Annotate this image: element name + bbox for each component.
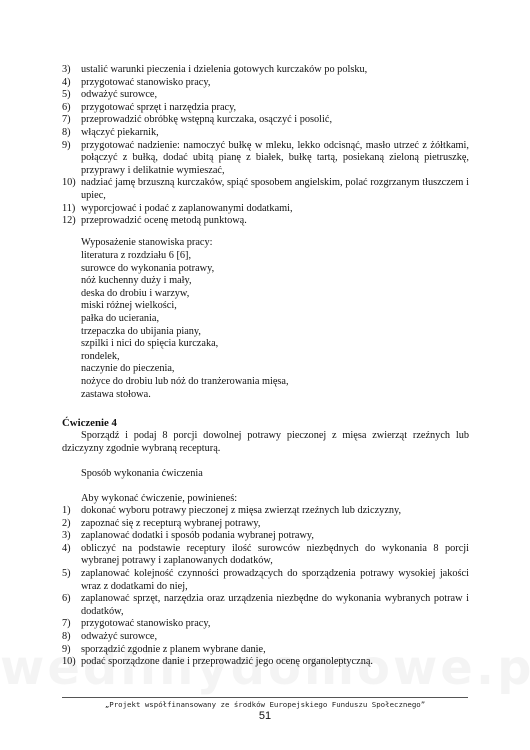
list-item-number: 3): [62, 530, 71, 542]
list-item-number: 5): [62, 567, 71, 579]
list-item: [62, 114, 469, 127]
method-heading: Sposób wykonania ćwiczenia: [81, 468, 203, 479]
list-item: [62, 127, 469, 140]
list-item-text: obliczyć na podstawie receptury ilość surowców niezbędnych do wykonania 8 porcji wybranej potrawy i zaplanowanych dodatków,: [81, 542, 469, 567]
equipment-item: literatura z rozdziału 6 [6],: [81, 250, 192, 261]
list-item-number: 1): [62, 505, 71, 516]
list-item-number: 7): [62, 618, 71, 630]
list-item: [62, 543, 469, 568]
list-item-number: 10): [62, 656, 76, 668]
list-item-text: przeprowadzić obróbkę wstępną kurczaka, osączyć i posolić,: [81, 114, 333, 126]
list-item: [62, 568, 469, 593]
page-number: 51: [258, 710, 272, 722]
list-item: [62, 530, 469, 543]
equipment-list: [81, 250, 381, 401]
list-item-text: odważyć surowce,: [81, 89, 158, 101]
equipment-item: surowce do wykonania potrawy,: [81, 262, 215, 274]
list-item-number: 4): [62, 76, 71, 88]
equipment-item: zastawa stołowa.: [81, 388, 151, 400]
list-item-text: przygotować stanowisko pracy,: [81, 76, 211, 88]
list-item: [62, 77, 469, 90]
list-item-text: włączyć piekarnik,: [81, 126, 159, 138]
list-item-text: nadziać jamę brzuszną kurczaków, spiąć sposobem angielskim, polać rozgrzanym tłuszczem i upiec,: [81, 177, 469, 201]
equipment-item: nóż kuchenny duży i mały,: [81, 275, 192, 287]
list-item-text: zaplanować dodatki i sposób podania wybranej potrawy,: [81, 530, 314, 542]
site-watermark: [0, 662, 530, 675]
list-item-number: 12): [62, 215, 76, 227]
list-item-number: 2): [62, 517, 71, 529]
list-item-text: dokonać wyboru potrawy pieczonej z mięsa zwierząt rzeźnych lub dziczyzny,: [81, 505, 402, 516]
equipment-item: miski różnej wielkości,: [81, 300, 177, 312]
list-item-number: 9): [62, 643, 71, 655]
list-item-text: zaplanować sprzęt, narzędzia oraz urządzenia niezbędne do wykonania wybranych potraw i dodatków,: [81, 593, 469, 617]
list-item-text: przygotować stanowisko pracy,: [81, 618, 211, 630]
list-item-text: zapoznać się z recepturą wybranej potrawy,: [81, 517, 261, 529]
list-item-number: 6): [62, 101, 71, 113]
footer-project-note: „Projekt współfinansowany ze środków Europejskiego Funduszu Społecznego”: [104, 700, 426, 709]
list-item-text: odważyć surowce,: [81, 630, 158, 642]
exercise-title: Ćwiczenie 4: [62, 417, 117, 429]
list-item-text: podać sporządzone danie i przeprowadzić jego ocenę organoleptyczną.: [81, 656, 373, 668]
list-item: [62, 140, 469, 178]
list-item-number: 11): [62, 202, 76, 214]
list-item-number: 6): [62, 593, 71, 605]
list-item-number: 10): [62, 177, 76, 189]
list-item: [62, 89, 469, 102]
equipment-item: pałka do ucierania,: [81, 312, 160, 324]
list-item: [62, 64, 469, 77]
list-item-number: 8): [62, 126, 71, 138]
steps-list-top: [62, 64, 469, 228]
list-item-text: sporządzić zgodnie z planem wybrane danie,: [81, 643, 266, 655]
list-item: [62, 102, 469, 115]
list-item: [62, 505, 469, 518]
list-item-number: 4): [62, 542, 71, 554]
equipment-item: trzepaczka do ubijania piany,: [81, 325, 201, 337]
footer-divider: [62, 697, 468, 698]
list-item: [62, 203, 469, 216]
list-item-number: 9): [62, 139, 71, 151]
equipment-item: rondelek,: [81, 350, 120, 362]
list-item-text: zaplanować kolejność czynności prowadzących do sporządzenia potrawy wysokiej jakości wraz z dodatkami do niej,: [81, 567, 469, 592]
equipment-item: szpilki i nici do spięcia kurczaka,: [81, 338, 219, 350]
exercise-task: Sporządź i podaj 8 porcji dowolnej potrawy pieczonej z mięsa zwierząt rzeźnych lub dziczyzny zgodnie wybraną recepturą.: [62, 430, 469, 454]
list-item-number: 3): [62, 64, 71, 75]
list-item: [62, 618, 469, 631]
list-item: [62, 177, 469, 202]
list-item-number: 5): [62, 89, 71, 101]
equipment-item: nożyce do drobiu lub nóż do tranżerowania mięsa,: [81, 375, 289, 387]
equipment-heading: Wyposażenie stanowiska pracy:: [81, 237, 213, 248]
list-item: [62, 593, 469, 618]
list-item-number: 8): [62, 630, 71, 642]
list-item-text: wyporcjować i podać z zaplanowanymi dodatkami,: [81, 202, 293, 214]
list-item-number: 7): [62, 114, 71, 126]
method-intro: Aby wykonać ćwiczenie, powinieneś:: [81, 493, 238, 504]
equipment-item: naczynie do pieczenia,: [81, 363, 175, 375]
list-item: [62, 518, 469, 531]
list-item: [62, 215, 469, 228]
list-item-text: przeprowadzić ocenę metodą punktową.: [81, 215, 247, 227]
list-item-text: przygotować nadzienie: namoczyć bułkę w mleku, lekko odcisnąć, masło utrzeć z żółtkami, połączyć z bułką, dodać ubitą pianę z białek, bułkę tartą, posiekaną zieloną pietruszkę, przyprawy i delikatnie wymieszać,: [81, 139, 469, 176]
equipment-item: deska do drobiu i warzyw,: [81, 287, 190, 299]
list-item-text: ustalić warunki pieczenia i dzielenia gotowych kurczaków po polsku,: [81, 64, 368, 75]
list-item-text: przygotować sprzęt i narzędzia pracy,: [81, 101, 237, 113]
